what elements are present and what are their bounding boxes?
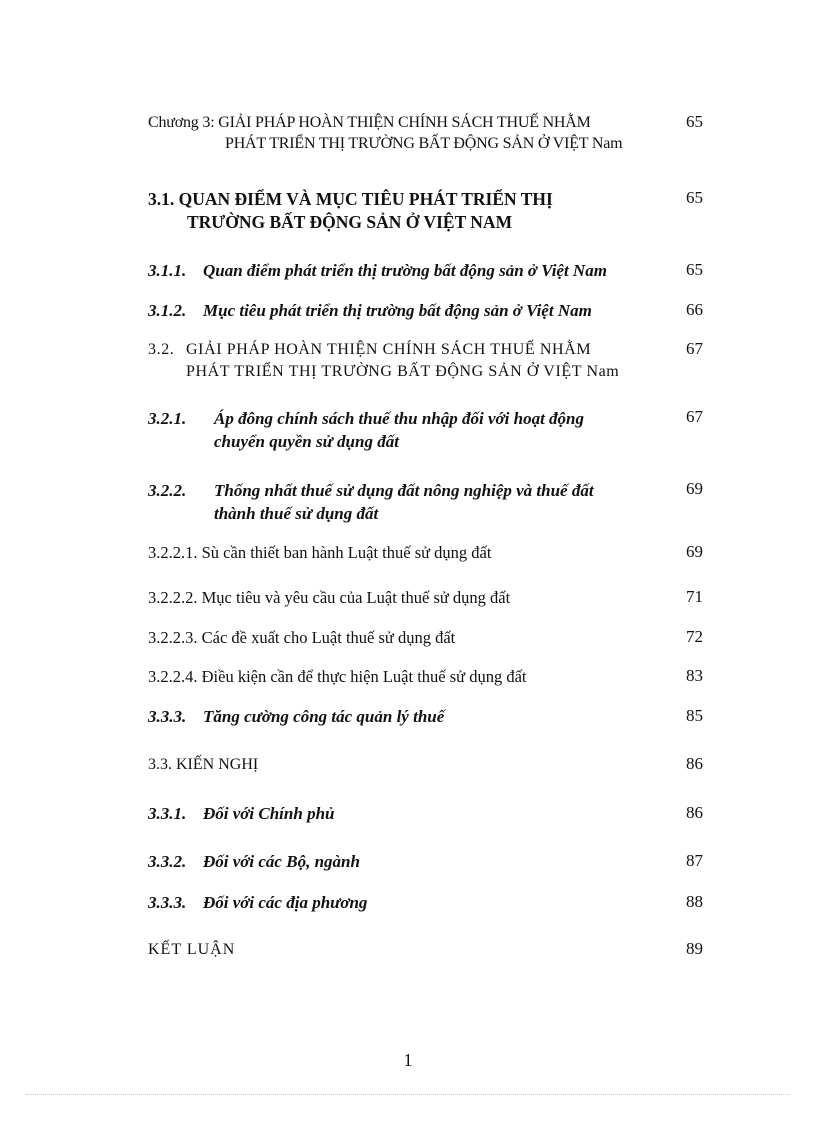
page-footer-number: 1 [403, 1050, 413, 1070]
toc-entry-title: Mục tiêu phát triển thị trường bất động sản ở Việt Nam [203, 301, 592, 320]
toc-entry-3-3-1 [148, 803, 703, 825]
toc-page-number: 85 [686, 706, 703, 725]
toc-page-number: 66 [686, 300, 703, 319]
toc-entry-title-line-1 [148, 112, 703, 133]
toc-page-number: 67 [686, 407, 703, 426]
toc-entry-number: 3.3.1. [148, 804, 187, 823]
toc-entry-title: Quan điểm phát triển thị trường bất động sản ở Việt Nam [203, 261, 607, 280]
toc-entry-title: 3.3. KIẾN NGHỊ [148, 756, 259, 773]
toc-page-number: 71 [686, 587, 703, 606]
toc-entry-title-line-2: thành thuế sử dụng đất [214, 504, 379, 523]
chapter-label: Chương 3 [148, 114, 211, 131]
toc-entry-number: 3.2.2. [148, 481, 187, 500]
toc-entry-3-3-2 [148, 851, 703, 873]
toc-entry-title-line-1: GIẢI PHÁP HOÀN THIỆN CHÍNH SÁCH THUẾ NHẰM [186, 341, 592, 358]
page-bottom-divider [26, 1094, 790, 1095]
toc-page-number: 89 [686, 939, 703, 958]
toc-entry-title: 3.2.2.2. Mục tiêu và yêu cầu của Luật thuế sử dụng đất [148, 588, 511, 607]
toc-entry-3-3-3 [148, 892, 703, 914]
toc-page-number: 65 [686, 188, 703, 207]
toc-page-number: 87 [686, 851, 703, 870]
toc-entry-3-3 [148, 754, 703, 776]
toc-page-number: 83 [686, 666, 703, 685]
toc-entry-3-3-3-tax-management [148, 706, 703, 728]
toc-entry-chapter-3 [148, 112, 703, 154]
toc-entry-3-2 [148, 339, 703, 383]
toc-page-number: 67 [686, 339, 703, 358]
toc-entry-number: 3.1.1. [148, 261, 187, 280]
toc-entry-number: 3.2. [148, 341, 175, 358]
toc-entry-title-line-2: PHÁT TRIỂN THỊ TRƯỜNG BẤT ĐỘNG SẢN Ở VIỆT Nam [225, 135, 623, 152]
toc-entry-number: 3.3.3. [148, 707, 187, 726]
toc-entry-3-1-2 [148, 300, 703, 322]
toc-entry-title: Đối với các địa phương [203, 893, 368, 912]
toc-entry-3-2-2-4 [148, 666, 703, 688]
toc-entry-number: 3.2.1. [148, 409, 187, 428]
toc-page-number: 72 [686, 627, 703, 646]
toc-entry-title-line-2: PHÁT TRIỂN THỊ TRƯỜNG BẤT ĐỘNG SẢN Ở VIỆT Nam [186, 363, 620, 380]
toc-entry-3-2-2-2 [148, 587, 703, 609]
toc-page-number: 86 [686, 754, 703, 773]
toc-page-number: 69 [686, 542, 703, 561]
toc-page-number: 65 [686, 112, 703, 131]
toc-entry-3-2-2-3 [148, 627, 703, 649]
toc-entry-3-1-1 [148, 260, 703, 282]
toc-page-number: 88 [686, 892, 703, 911]
toc-page-number: 86 [686, 803, 703, 822]
toc-entry-title: 3.2.2.1. Sù cần thiết ban hành Luật thuế sử dụng đất [148, 543, 492, 562]
toc-entry-title: 3.2.2.4. Điều kiện cần để thực hiện Luật thuế sử dụng đất [148, 667, 527, 686]
toc-entry-3-2-1 [148, 407, 703, 453]
toc-entry-title: Tăng cường công tác quản lý thuế [203, 707, 445, 726]
toc-entry-number: 3.1.2. [148, 301, 187, 320]
toc-entry-number: 3.3.3. [148, 893, 187, 912]
toc-entry-title: KẾT LUẬN [148, 941, 236, 958]
toc-entry-3-1 [148, 188, 703, 234]
toc-entry-title-line-1: 3.1. QUAN ĐIỂM VÀ MỤC TIÊU PHÁT TRIỂN THỊ [148, 189, 553, 209]
toc-entry-3-2-2-1 [148, 542, 703, 564]
toc-entry-3-2-2 [148, 479, 703, 525]
chapter-title: : GIẢI PHÁP HOÀN THIỆN CHÍNH SÁCH THUẾ NHẰM [210, 114, 591, 131]
toc-entry-title-line-1: Áp đông chính sách thuế thu nhập đối với hoạt động [214, 409, 585, 428]
toc-page-number: 69 [686, 479, 703, 498]
toc-entry-number: 3.3.2. [148, 852, 187, 871]
toc-entry-title-line-2: TRƯỜNG BẤT ĐỘNG SẢN Ở VIỆT NAM [187, 212, 513, 232]
toc-page-number: 65 [686, 260, 703, 279]
toc-entry-title: Đối với các Bộ, ngành [203, 852, 360, 871]
toc-entry-title: 3.2.2.3. Các đề xuất cho Luật thuế sử dụng đất [148, 628, 456, 647]
toc-entry-title-line-1: Thống nhất thuế sử dụng đất nông nghiệp và thuế đất [214, 481, 594, 500]
toc-entry-title-line-2: chuyển quyền sử dụng đất [214, 432, 399, 451]
toc-entry-conclusion [148, 939, 703, 961]
toc-entry-title: Đối với Chính phủ [203, 804, 335, 823]
